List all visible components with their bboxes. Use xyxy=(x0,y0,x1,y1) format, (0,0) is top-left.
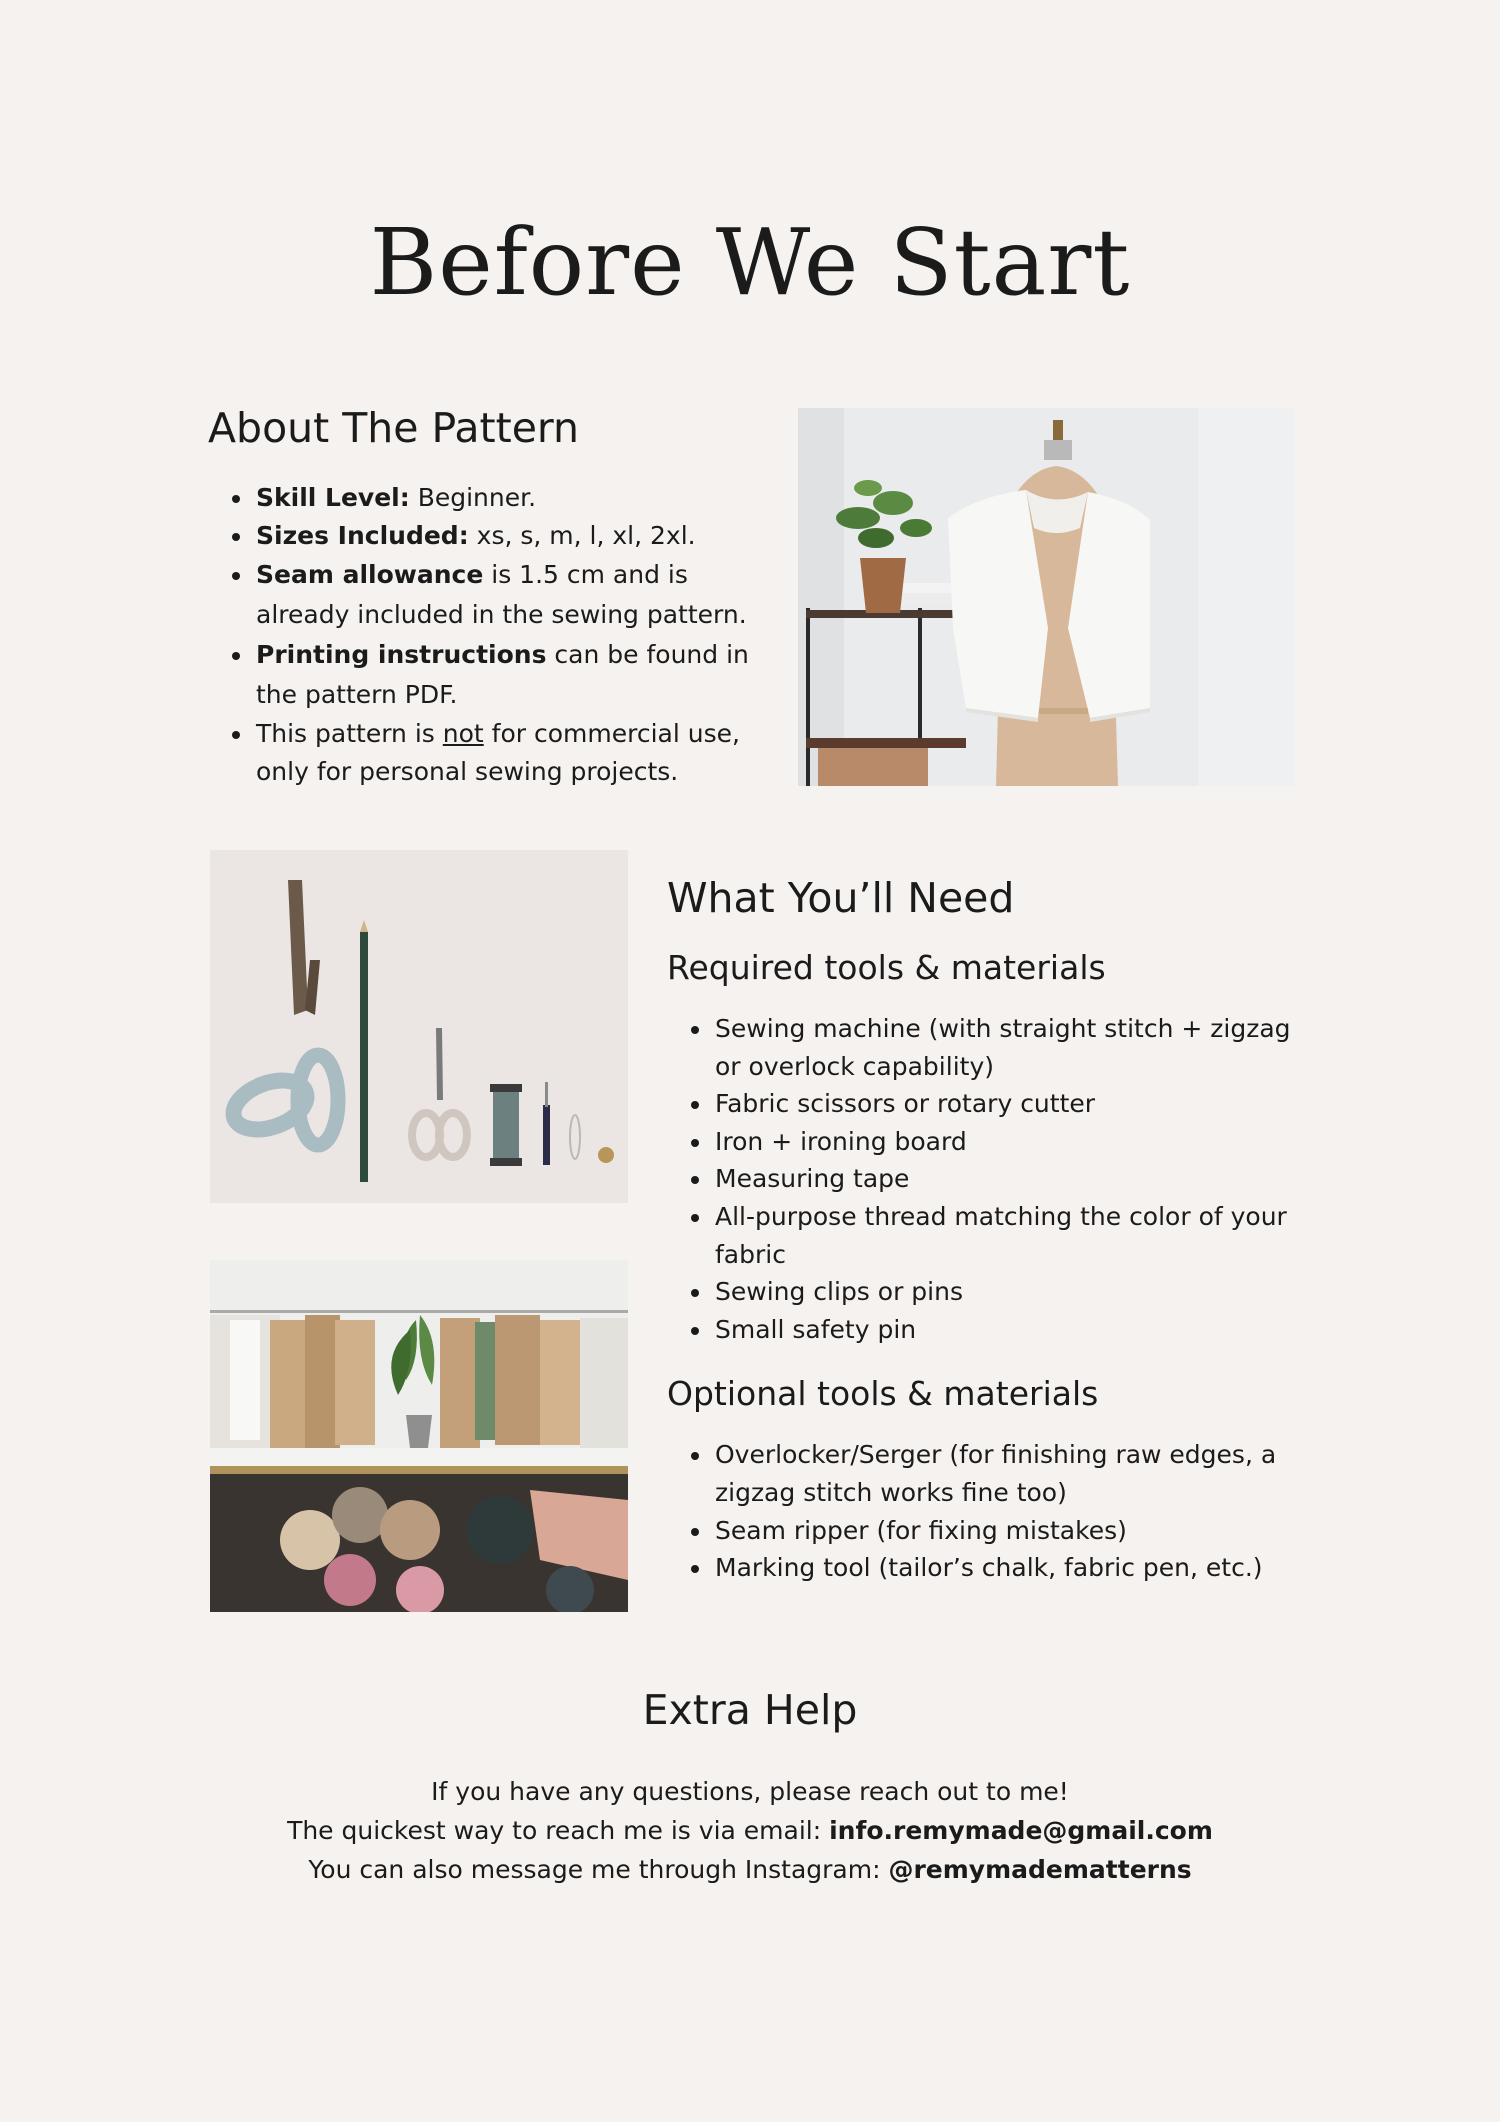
help-text xyxy=(0,1772,1500,1889)
page-title: Before We Start xyxy=(369,209,1131,316)
sewing-tools-illustration xyxy=(210,850,628,1203)
needs-heading: What You’ll Need xyxy=(667,874,1015,922)
list-item: • Printing instructions can be found in the pattern PDF. xyxy=(254,635,768,715)
instagram-link[interactable]: @remymadematterns xyxy=(888,1855,1192,1884)
list-item: • This pattern is not for commercial use, only for personal sewing projects. xyxy=(254,715,768,791)
list-item: • Marking tool (tailor’s chalk, fabric pen, etc.) xyxy=(713,1549,1307,1587)
about-section xyxy=(208,402,768,791)
list-item: • Sewing machine (with straight stitch + zigzag or overlock capability) xyxy=(713,1010,1307,1085)
help-line-2: The quickest way to reach me is via email: info.remymade@gmail.com xyxy=(287,1816,1213,1845)
about-heading: About The Pattern xyxy=(208,404,580,452)
dress-form-illustration xyxy=(798,408,1294,786)
list-item: • Sewing clips or pins xyxy=(713,1273,1307,1311)
optional-list xyxy=(667,1436,1307,1586)
list-item: • Iron + ironing board xyxy=(713,1123,1307,1161)
studio-photo xyxy=(210,1260,628,1612)
dress-form-photo xyxy=(798,408,1294,786)
list-item: • Fabric scissors or rotary cutter xyxy=(713,1085,1307,1123)
list-item: • Small safety pin xyxy=(713,1311,1307,1349)
help-line-1: If you have any questions, please reach out to me! xyxy=(431,1777,1069,1806)
list-item: • Overlocker/Serger (for finishing raw edges, a zigzag stitch works fine too) xyxy=(713,1436,1307,1511)
about-list xyxy=(208,479,768,791)
sewing-tools-photo xyxy=(210,850,628,1203)
help-heading: Extra Help xyxy=(642,1686,858,1734)
list-item: • Seam ripper (for fixing mistakes) xyxy=(713,1512,1307,1550)
list-item: • Sizes Included: xs, s, m, l, xl, 2xl. xyxy=(254,517,768,555)
studio-illustration xyxy=(210,1260,628,1612)
required-heading: Required tools & materials xyxy=(667,948,1106,987)
list-item: • Seam allowance is 1.5 cm and is already included in the sewing pattern. xyxy=(254,555,768,635)
list-item: • Skill Level: Beginner. xyxy=(254,479,768,517)
list-item: • Measuring tape xyxy=(713,1160,1307,1198)
optional-heading: Optional tools & materials xyxy=(667,1374,1099,1414)
help-line-3: You can also message me through Instagram: @remymadematterns xyxy=(308,1855,1192,1884)
required-list xyxy=(667,1010,1307,1348)
list-item: • All-purpose thread matching the color of your fabric xyxy=(713,1198,1307,1273)
email-link[interactable]: info.remymade@gmail.com xyxy=(829,1816,1213,1845)
needs-section xyxy=(667,872,1307,1587)
